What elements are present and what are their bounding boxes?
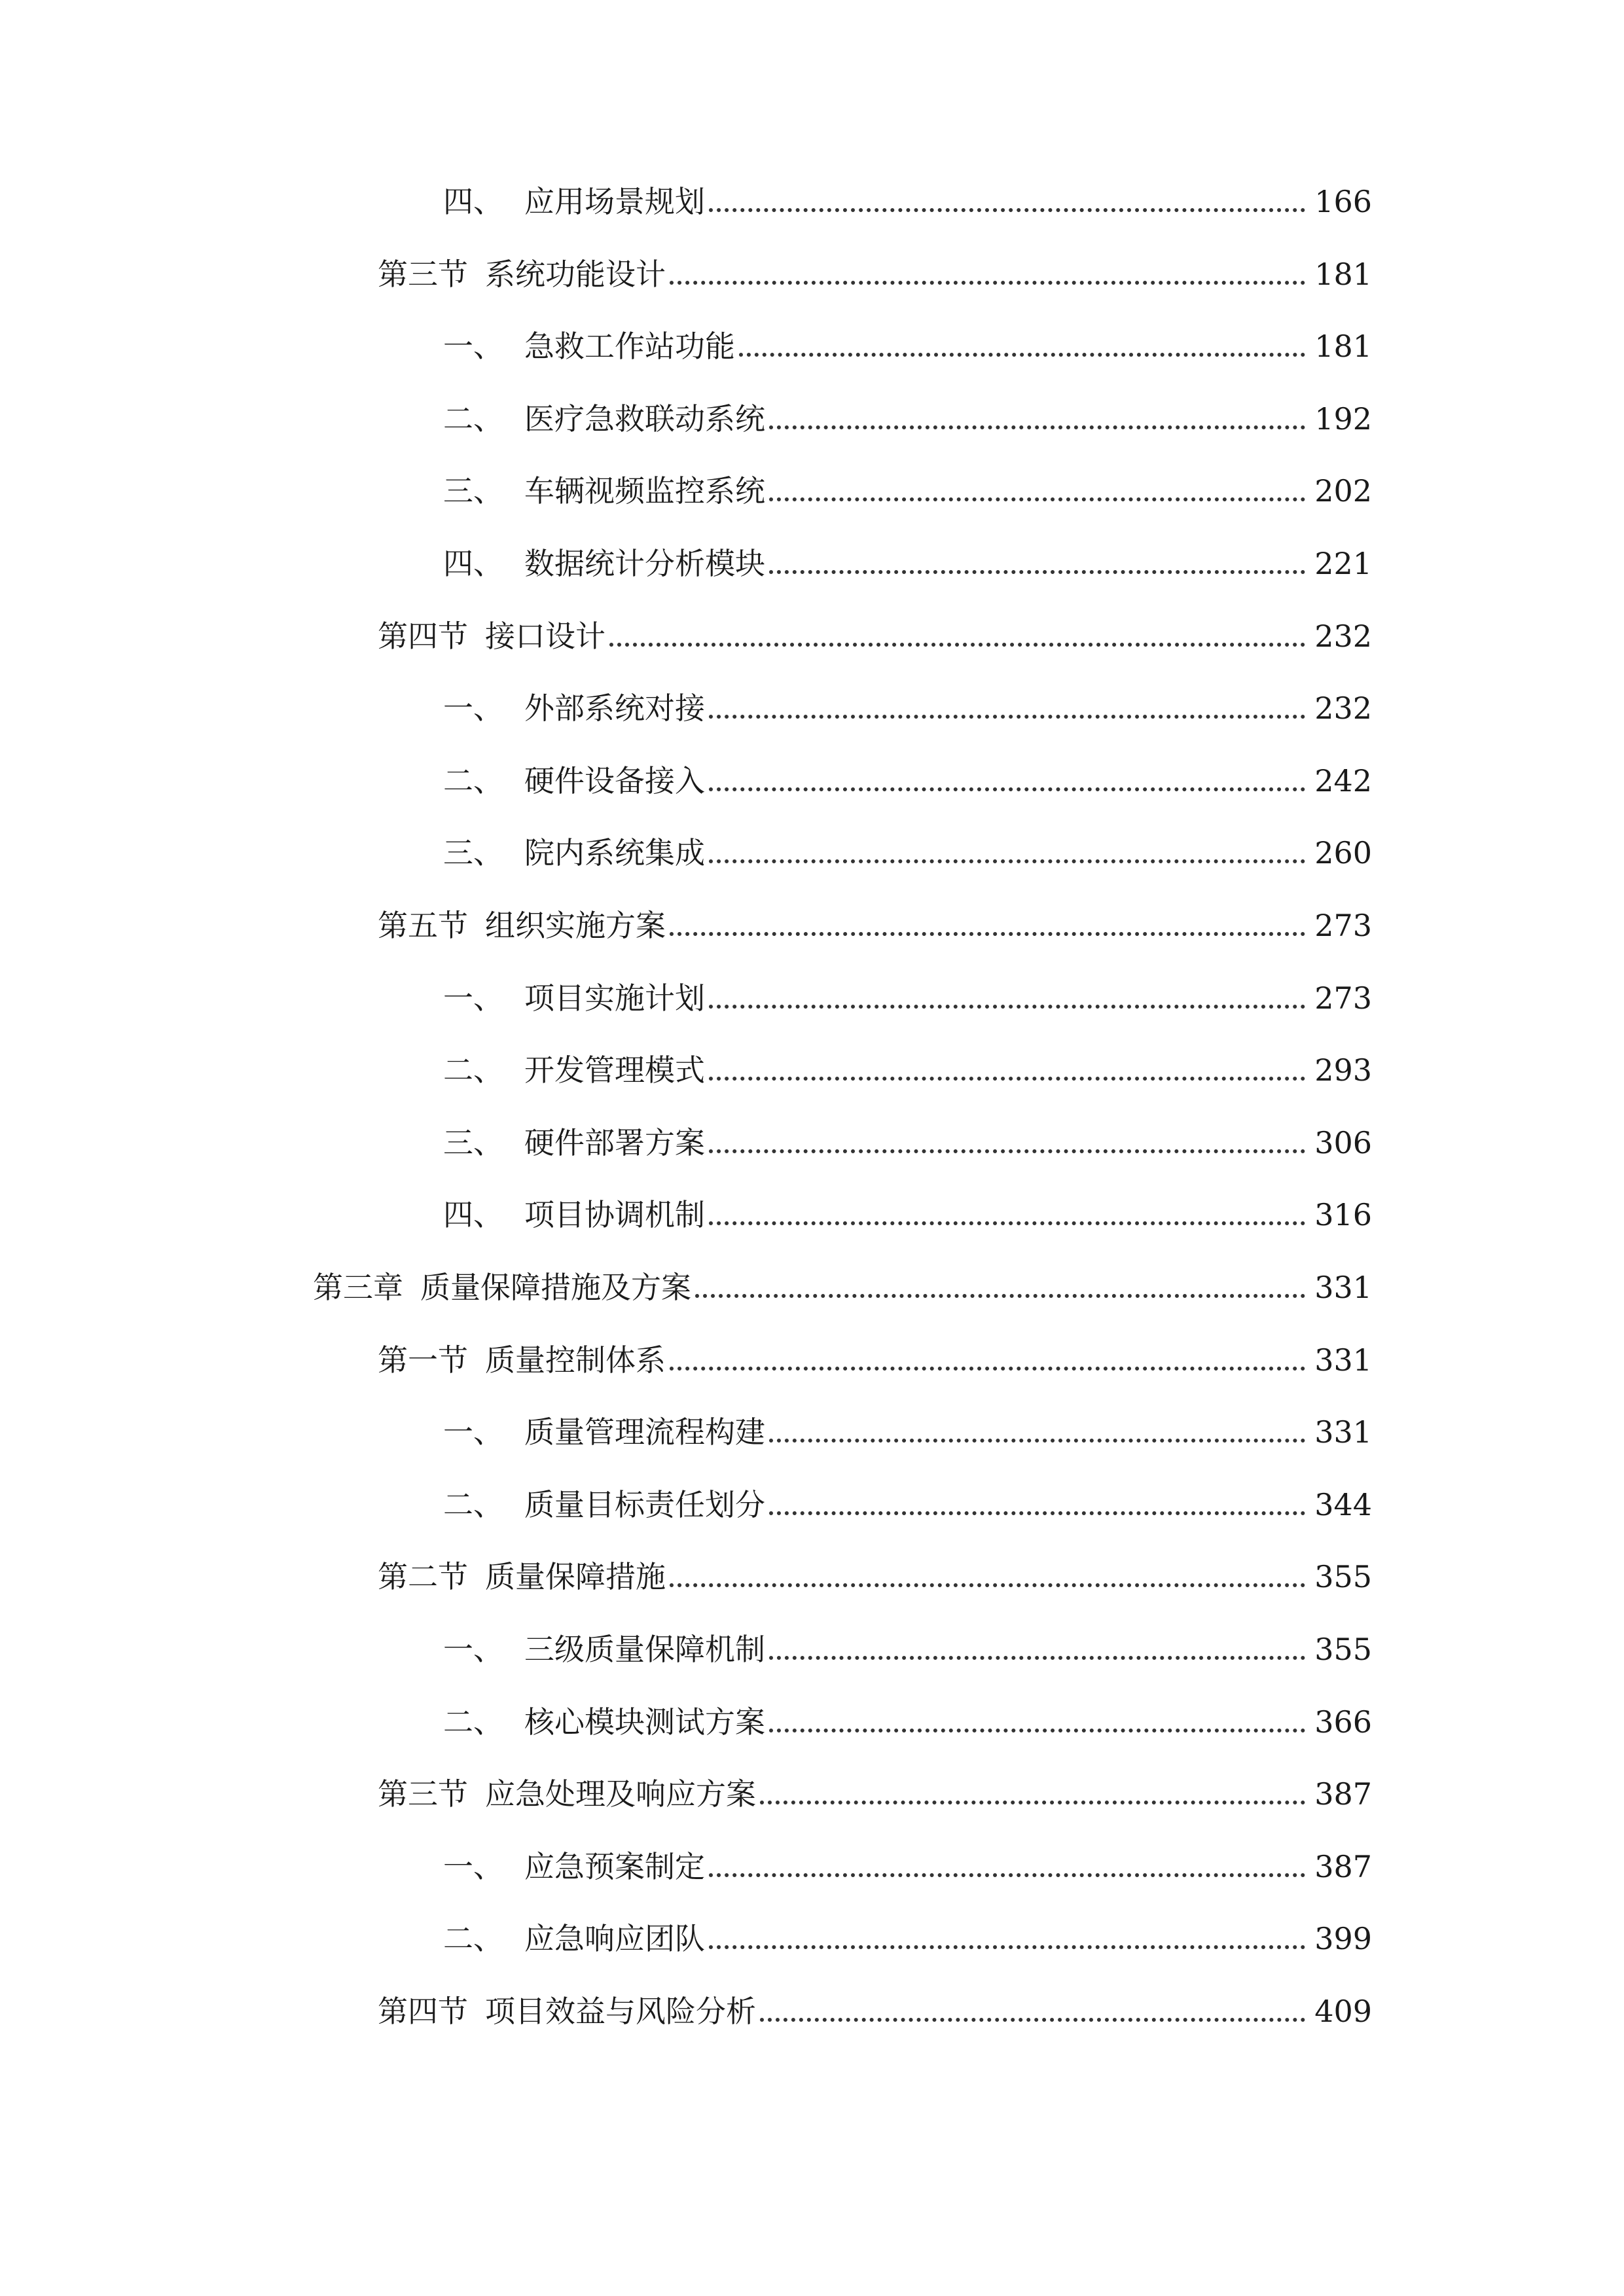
toc-entry-title: 医疗急救联动系统 (524, 401, 765, 437)
toc-entry-title: 核心模块测试方案 (524, 1704, 765, 1740)
toc-entry-number: 三、 (443, 835, 503, 870)
toc-entry-page-number: 273 (1314, 980, 1372, 1016)
toc-entry-title: 应急响应团队 (524, 1921, 705, 1956)
toc-entry-number: 四、 (443, 184, 503, 219)
toc-entry-page-number: 399 (1314, 1921, 1372, 1956)
toc-entry-number: 二、 (443, 1921, 503, 1956)
toc-entry-page-number: 181 (1314, 257, 1372, 292)
toc-entry[interactable] (378, 610, 1372, 662)
toc-dot-leader (609, 610, 1305, 662)
toc-entry-page-number: 344 (1314, 1487, 1372, 1522)
toc-entry-page-number: 166 (1314, 184, 1372, 219)
toc-entry-number: 三、 (443, 473, 503, 509)
toc-entry-number: 第三章 (313, 1270, 403, 1305)
toc-entry-page-number: 202 (1314, 473, 1372, 509)
toc-entry[interactable] (443, 1696, 1372, 1748)
toc-entry[interactable] (378, 899, 1372, 952)
toc-dot-leader (709, 827, 1305, 879)
toc-entry-number: 一、 (443, 329, 503, 364)
toc-dot-leader (769, 1696, 1305, 1748)
toc-entry-number: 二、 (443, 1052, 503, 1088)
toc-entry-title: 急救工作站功能 (524, 329, 735, 364)
toc-entry[interactable] (443, 1406, 1372, 1458)
toc-dot-leader (709, 755, 1305, 807)
toc-entry[interactable] (443, 1623, 1372, 1676)
toc-dot-leader (769, 393, 1305, 445)
toc-entry-title: 应用场景规划 (524, 184, 705, 219)
toc-entry-page-number: 366 (1314, 1704, 1372, 1740)
toc-entry[interactable] (443, 1117, 1372, 1169)
toc-entry[interactable] (443, 320, 1372, 372)
toc-entry-page-number: 331 (1314, 1270, 1372, 1305)
toc-dot-leader (670, 1551, 1305, 1603)
toc-entry[interactable] (378, 1985, 1372, 2037)
toc-entry-page-number: 192 (1314, 401, 1372, 437)
toc-entry-title: 开发管理模式 (524, 1052, 705, 1088)
toc-entry-page-number: 387 (1314, 1849, 1372, 1884)
toc-dot-leader (769, 537, 1305, 590)
toc-entry-number: 二、 (443, 1487, 503, 1522)
toc-entry-page-number: 293 (1314, 1052, 1372, 1088)
toc-dot-leader (695, 1261, 1305, 1314)
toc-entry[interactable] (378, 1768, 1372, 1820)
toc-entry[interactable] (378, 248, 1372, 300)
toc-entry-number: 第三节 (378, 1776, 468, 1812)
toc-entry[interactable] (378, 1551, 1372, 1603)
toc-entry-number: 一、 (443, 1849, 503, 1884)
toc-entry-number: 一、 (443, 980, 503, 1016)
toc-entry[interactable] (443, 393, 1372, 445)
toc-entry-page-number: 355 (1314, 1632, 1372, 1667)
toc-entry-page-number: 232 (1314, 691, 1372, 726)
toc-dot-leader (709, 1189, 1305, 1241)
toc-entry[interactable] (443, 465, 1372, 517)
toc-entry-page-number: 306 (1314, 1125, 1372, 1160)
toc-dot-leader (760, 1985, 1305, 2037)
toc-entry-title: 院内系统集成 (524, 835, 705, 870)
toc-entry-number: 第三节 (378, 257, 468, 292)
toc-entry-page-number: 355 (1314, 1559, 1372, 1594)
toc-entry-title: 硬件设备接入 (524, 763, 705, 798)
toc-entry[interactable] (443, 972, 1372, 1024)
toc-entry[interactable] (313, 1261, 1372, 1314)
toc-entry-title: 数据统计分析模块 (524, 546, 765, 581)
toc-entry-title: 质量保障措施 (485, 1559, 666, 1594)
toc-entry[interactable] (443, 1189, 1372, 1241)
toc-entry-number: 四、 (443, 1197, 503, 1232)
toc-entry-page-number: 273 (1314, 908, 1372, 943)
toc-entry-title: 接口设计 (485, 619, 605, 654)
toc-entry[interactable] (443, 537, 1372, 590)
toc-dot-leader (760, 1768, 1305, 1820)
toc-entry[interactable] (443, 1912, 1372, 1965)
toc-entry[interactable] (443, 682, 1372, 734)
toc-entry-title: 应急预案制定 (524, 1849, 705, 1884)
toc-entry[interactable] (378, 1334, 1372, 1386)
toc-entry-page-number: 181 (1314, 329, 1372, 364)
toc-dot-leader (670, 899, 1305, 952)
toc-dot-leader (769, 1479, 1305, 1531)
toc-entry-title: 质量目标责任划分 (524, 1487, 765, 1522)
toc-dot-leader (769, 465, 1305, 517)
toc-entry-title: 项目效益与风险分析 (485, 1994, 756, 2029)
toc-entry-number: 第一节 (378, 1342, 468, 1378)
toc-entry-title: 质量管理流程构建 (524, 1414, 765, 1450)
toc-dot-leader (769, 1406, 1305, 1458)
toc-entry-title: 硬件部署方案 (524, 1125, 705, 1160)
toc-entry-number: 二、 (443, 401, 503, 437)
toc-entry-number: 三、 (443, 1125, 503, 1160)
toc-entry-title: 外部系统对接 (524, 691, 705, 726)
toc-entry-page-number: 221 (1314, 546, 1372, 581)
toc-dot-leader (709, 1117, 1305, 1169)
toc-entry-title: 系统功能设计 (485, 257, 666, 292)
toc-entry[interactable] (443, 755, 1372, 807)
toc-entry-title: 质量保障措施及方案 (420, 1270, 691, 1305)
toc-entry-number: 第四节 (378, 1994, 468, 2029)
toc-entry-title: 项目协调机制 (524, 1197, 705, 1232)
toc-dot-leader (709, 682, 1305, 734)
toc-entry-page-number: 387 (1314, 1776, 1372, 1812)
toc-entry-number: 二、 (443, 763, 503, 798)
toc-dot-leader (709, 175, 1305, 228)
toc-dot-leader (670, 248, 1305, 300)
toc-dot-leader (709, 972, 1305, 1024)
toc-entry[interactable] (443, 1044, 1372, 1096)
toc-entry-page-number: 316 (1314, 1197, 1372, 1232)
toc-entry-number: 二、 (443, 1704, 503, 1740)
toc-entry-number: 第四节 (378, 619, 468, 654)
toc-dot-leader (739, 320, 1305, 372)
toc-entry-title: 应急处理及响应方案 (485, 1776, 756, 1812)
toc-entry-number: 一、 (443, 1632, 503, 1667)
toc-entry-page-number: 331 (1314, 1414, 1372, 1450)
toc-entry-number: 一、 (443, 691, 503, 726)
toc-entry-page-number: 331 (1314, 1342, 1372, 1378)
toc-dot-leader (709, 1912, 1305, 1965)
toc-entry[interactable] (443, 1479, 1372, 1531)
toc-entry-title: 三级质量保障机制 (524, 1632, 765, 1667)
toc-entry-number: 第二节 (378, 1559, 468, 1594)
toc-dot-leader (769, 1623, 1305, 1676)
toc-entry-page-number: 232 (1314, 619, 1372, 654)
toc-dot-leader (709, 1840, 1305, 1893)
toc-entry-title: 质量控制体系 (485, 1342, 666, 1378)
toc-entry-page-number: 260 (1314, 835, 1372, 870)
toc-entry[interactable] (443, 1840, 1372, 1893)
toc-entry-title: 车辆视频监控系统 (524, 473, 765, 509)
toc-entry-page-number: 409 (1314, 1994, 1372, 2029)
toc-dot-leader (709, 1044, 1305, 1096)
toc-entry[interactable] (443, 175, 1372, 228)
toc-entry-page-number: 242 (1314, 763, 1372, 798)
toc-entry-number: 四、 (443, 546, 503, 581)
toc-dot-leader (670, 1334, 1305, 1386)
toc-entry-title: 项目实施计划 (524, 980, 705, 1016)
toc-entry-title: 组织实施方案 (485, 908, 666, 943)
toc-entry-number: 第五节 (378, 908, 468, 943)
toc-entry-number: 一、 (443, 1414, 503, 1450)
toc-entry[interactable] (443, 827, 1372, 879)
